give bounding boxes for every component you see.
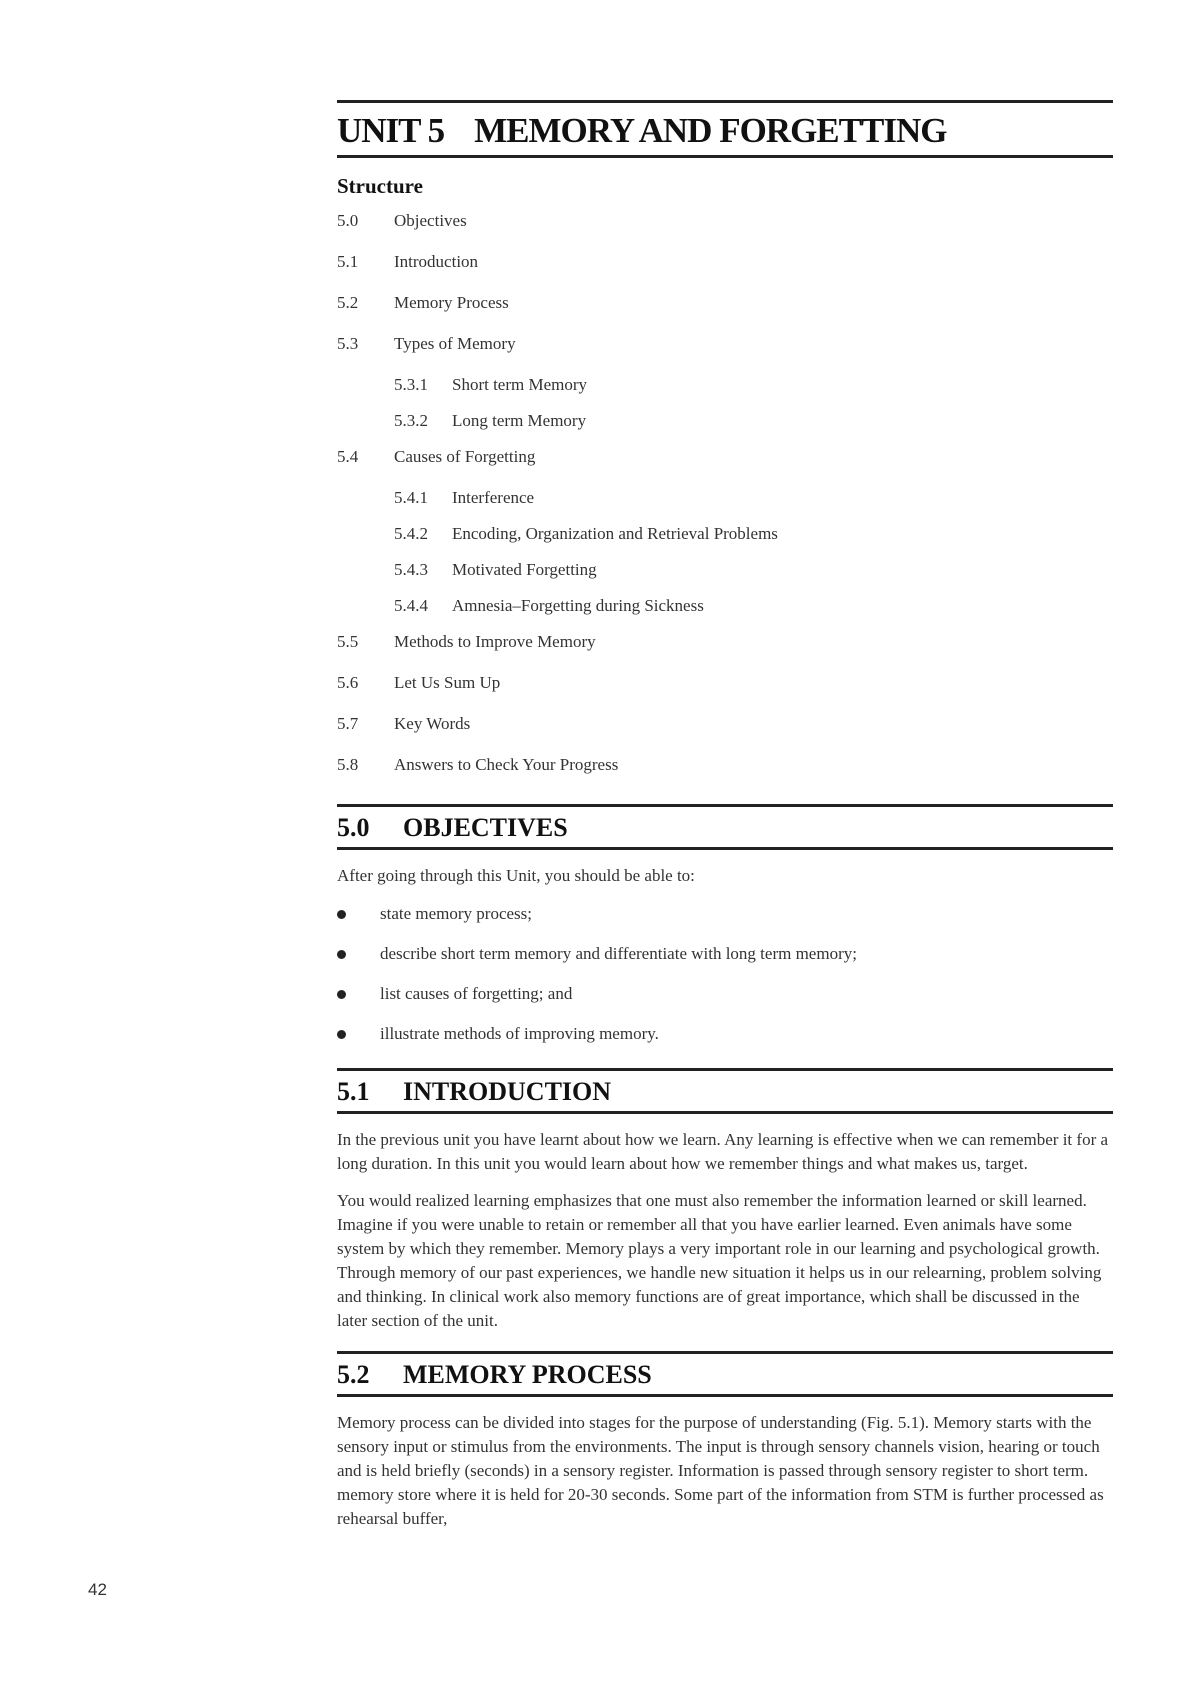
- objectives-list: [337, 894, 1113, 1054]
- objectives-intro: After going through this Unit, you should be able to:: [337, 866, 695, 885]
- structure-item-label: Objectives: [394, 211, 467, 230]
- structure-item-label: Encoding, Organization and Retrieval Problems: [452, 524, 778, 543]
- structure-item-label: Key Words: [394, 714, 471, 733]
- structure-item-label: Methods to Improve Memory: [394, 632, 596, 651]
- memory-process-number: 5.2: [337, 1360, 370, 1389]
- objective-text: illustrate methods of improving memory.: [380, 1024, 659, 1043]
- structure-list: [337, 211, 1113, 796]
- structure-item-number: 5.0: [337, 211, 359, 230]
- structure-item-number: 5.3: [337, 334, 359, 353]
- objective-text: state memory process;: [380, 904, 533, 923]
- structure-item-number: 5.4.1: [394, 488, 428, 507]
- structure-item-label: Interference: [452, 488, 535, 507]
- objective-item: [337, 1014, 1113, 1054]
- structure-item: [337, 524, 1113, 560]
- structure-item-label: Long term Memory: [452, 411, 587, 430]
- objective-text: list causes of forgetting; and: [380, 984, 573, 1003]
- structure-item: [337, 293, 1113, 334]
- structure-item-number: 5.1: [337, 252, 359, 271]
- structure-item-number: 5.8: [337, 755, 359, 774]
- memory-process-paragraph: Memory process can be divided into stages for the purpose of understanding (Fig. 5.1). Memory starts with the sensory input or stimulus from the environments. The input is through sensory channels vision, hearing or touch and is held briefly (seconds) in a sensory register. Information is passed through sensory register to short term. memory store where it is held for 20-30 seconds. Some part of the information from STM is further processed as rehearsal buffer,: [337, 1413, 1104, 1528]
- structure-item: [337, 596, 1113, 632]
- structure-item: [337, 488, 1113, 524]
- unit-title: [337, 100, 1113, 158]
- objectives-number: 5.0: [337, 813, 370, 842]
- objectives-title: OBJECTIVES: [403, 813, 568, 842]
- structure-item-label: Let Us Sum Up: [394, 673, 501, 692]
- structure-item-number: 5.6: [337, 673, 359, 692]
- objective-item: [337, 894, 1113, 934]
- bullet-icon: [337, 950, 346, 959]
- structure-item-number: 5.4.2: [394, 524, 428, 543]
- structure-item: [337, 334, 1113, 375]
- structure-item: [337, 560, 1113, 596]
- structure-item-label: Memory Process: [394, 293, 509, 312]
- structure-item: [337, 252, 1113, 293]
- bullet-icon: [337, 910, 346, 919]
- objective-item: [337, 974, 1113, 1014]
- structure-item-number: 5.4: [337, 447, 359, 466]
- structure-item-number: 5.4.3: [394, 560, 428, 579]
- structure-item-number: 5.3.2: [394, 411, 428, 430]
- introduction-heading: [337, 1068, 1113, 1114]
- structure-item-number: 5.2: [337, 293, 359, 312]
- page-content: [337, 100, 1113, 1531]
- introduction-paragraph-2: You would realized learning emphasizes that one must also remember the information learned or skill learned. Imagine if you were unable to retain or remember all that you have earlier learned. Even animals have some system by which they remember. Memory plays a very important role in our learning and psychological growth. Through memory of our past experiences, we handle new situation it helps us in our relearning, problem solving and thinking. In clinical work also memory functions are of great importance, which shall be discussed in the later section of the unit.: [337, 1191, 1102, 1330]
- structure-item: [337, 447, 1113, 488]
- structure-item: [337, 211, 1113, 252]
- structure-item: [337, 632, 1113, 673]
- structure-item: [337, 714, 1113, 755]
- introduction-number: 5.1: [337, 1077, 370, 1106]
- unit-name: MEMORY AND FORGETTING: [474, 111, 947, 150]
- structure-item: [337, 411, 1113, 447]
- structure-item-number: 5.3.1: [394, 375, 428, 394]
- structure-item-number: 5.5: [337, 632, 359, 651]
- structure-item-number: 5.7: [337, 714, 359, 733]
- structure-item-label: Amnesia–Forgetting during Sickness: [452, 596, 704, 615]
- structure-item: [337, 673, 1113, 714]
- introduction-title: INTRODUCTION: [403, 1077, 612, 1106]
- unit-label: UNIT 5: [337, 111, 445, 150]
- structure-heading: Structure: [337, 174, 423, 198]
- structure-item-label: Introduction: [394, 252, 479, 271]
- structure-item-label: Motivated Forgetting: [452, 560, 597, 579]
- structure-item: [337, 755, 1113, 796]
- structure-item-label: Short term Memory: [452, 375, 588, 394]
- structure-item: [337, 375, 1113, 411]
- introduction-paragraph-1: In the previous unit you have learnt about how we learn. Any learning is effective when we can remember it for a long duration. In this unit you would learn about how we remember things and what makes us, target.: [337, 1130, 1109, 1173]
- bullet-icon: [337, 990, 346, 999]
- bullet-icon: [337, 1030, 346, 1039]
- memory-process-title: MEMORY PROCESS: [403, 1360, 652, 1389]
- objective-item: [337, 934, 1113, 974]
- structure-item-number: 5.4.4: [394, 596, 428, 615]
- structure-item-label: Types of Memory: [394, 334, 516, 353]
- structure-item-label: Causes of Forgetting: [394, 447, 536, 466]
- objective-text: describe short term memory and differentiate with long term memory;: [380, 944, 857, 963]
- structure-item-label: Answers to Check Your Progress: [394, 755, 619, 774]
- objectives-heading: [337, 804, 1113, 850]
- memory-process-heading: [337, 1351, 1113, 1397]
- page-number: 42: [88, 1580, 107, 1599]
